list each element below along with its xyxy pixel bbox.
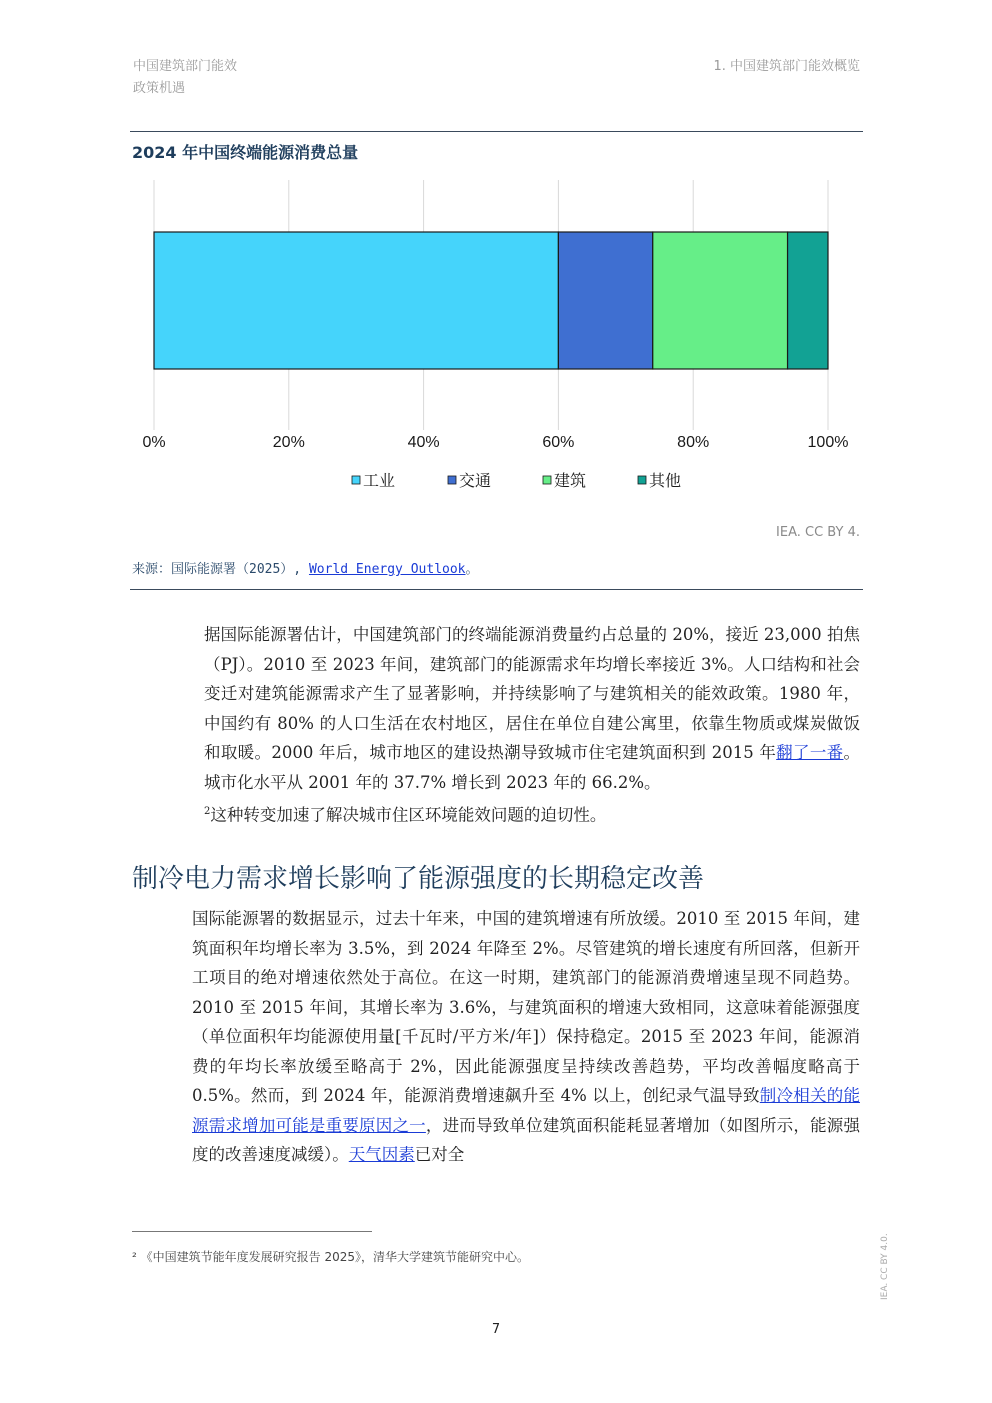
p1-text-c: 这种转变加速了解决城市住区环境能效问题的迫切性。 [210, 805, 607, 825]
stacked-bar-chart [120, 168, 870, 508]
footnote-rule [132, 1231, 372, 1232]
paragraph-2 [192, 904, 860, 1170]
x-tick-label: 0% [142, 434, 166, 451]
legend-swatch [352, 476, 360, 484]
figure-credit: IEA. CC BY 4. [776, 525, 860, 540]
footnote-ref[interactable]: 2 [204, 806, 211, 817]
p1-text-b: 。城市化水平从 2001 年的 37.7% 增长到 2023 年的 66.2%。 [204, 743, 861, 792]
header-title-line1: 中国建筑部门能效 [133, 59, 238, 74]
bar-segment-其他 [788, 232, 828, 369]
header-doc-title [133, 56, 237, 100]
legend-label: 其他 [649, 471, 682, 490]
bar-segment-工业 [154, 232, 558, 369]
legend-label: 建筑 [554, 471, 587, 490]
x-tick-label: 40% [407, 434, 440, 451]
chart-legend [352, 471, 681, 490]
legend-swatch [543, 476, 551, 484]
source-link[interactable]: World Energy Outlook [308, 562, 466, 577]
p2-text-a: 国际能源署的数据显示，过去十年来，中国的建筑增速有所放缓。2010 至 2015 年间，建筑面积年均增长率为 3.5%，到 2024 年降至 2%。尽管建筑的增长速度有所回落，但新开工项目的绝对增速依然处于高位。在这一时期，建筑部门的能源消费增速呈现不同趋势。2010 至 2015 年间，其增长率为 3.6%，与建筑面积的增速大致相同，这意味着能源强度（单位面积年均能源使用量[千瓦时/平方米/年]）保持稳定。2015 至 2023 年间，能源消费的年均长率放缓至略高于 2%，因此能源强度呈持续改善趋势，平均改善幅度略高于 0.5%。然而，到 2024 年，能源消费增速飙升至 4% 以上，创纪录气温导致 [192, 909, 860, 1105]
x-tick-label: 80% [677, 434, 710, 451]
page-number: 7 [491, 1322, 501, 1337]
side-credit: IEA. CC BY 4.0. [880, 1233, 890, 1300]
legend-label: 工业 [363, 471, 396, 490]
figure-title: 2024 年中国终端能源消费总量 [132, 143, 359, 162]
x-tick-label: 20% [272, 434, 305, 451]
figure-top-rule [130, 131, 863, 132]
legend-swatch [448, 476, 456, 484]
p2-text-b: ，进而导致单位建筑面积能耗显著增加（如图所示，能源强度的改善速度减缓）。 [192, 1115, 861, 1164]
legend-label: 交通 [459, 471, 492, 490]
x-tick-label: 100% [807, 434, 849, 451]
section-heading: 制冷电力需求增长影响了能源强度的长期稳定改善 [132, 864, 705, 894]
bar-segment-交通 [558, 232, 652, 369]
p1-text-a: 据国际能源署估计，中国建筑部门的终端能源消费量约占总量的 20%，接近 23,000 拍焦（PJ）。2010 至 2023 年间，建筑部门的能源需求年均增长率接近 3%。人口结构和社会变迁对建筑能源需求产生了显著影响，并持续影响了与建筑相关的能效政策。1980 年，中国约有 80% 的人口生活在农村地区，居住在单位自建公寓里，依靠生物质或煤炭做饭和取暖。2000 年后，城市地区的建设热潮导致城市住宅建筑面积到 2015 年 [204, 625, 860, 762]
paragraph-1 [204, 620, 860, 830]
bar-segment-建筑 [653, 232, 788, 369]
footnote: ² 《中国建筑节能年度发展研究报告 2025》，清华大学建筑节能研究中心。 [132, 1250, 529, 1264]
p2-link-weather[interactable]: 天气因素 [348, 1145, 415, 1164]
header-chapter: 1. 中国建筑部门能效概览 [713, 59, 860, 74]
p1-link-doubled[interactable]: 翻了一番 [776, 743, 844, 762]
legend-swatch [638, 476, 646, 484]
chart-bars [154, 232, 828, 369]
p2-text-c: 已对全 [414, 1145, 465, 1164]
header-title-line2: 政策机遇 [133, 81, 186, 96]
source-suffix: 。 [465, 562, 479, 577]
source-prefix: 来源：国际能源署（2025）, [132, 562, 309, 577]
figure-source [132, 558, 479, 577]
chart-x-ticks [142, 434, 848, 451]
x-tick-label: 60% [542, 434, 575, 451]
figure-bottom-rule [130, 589, 863, 590]
p2-link-cooling[interactable]: 制冷相关的能源需求增加可能是重要原因之一 [192, 1086, 860, 1135]
